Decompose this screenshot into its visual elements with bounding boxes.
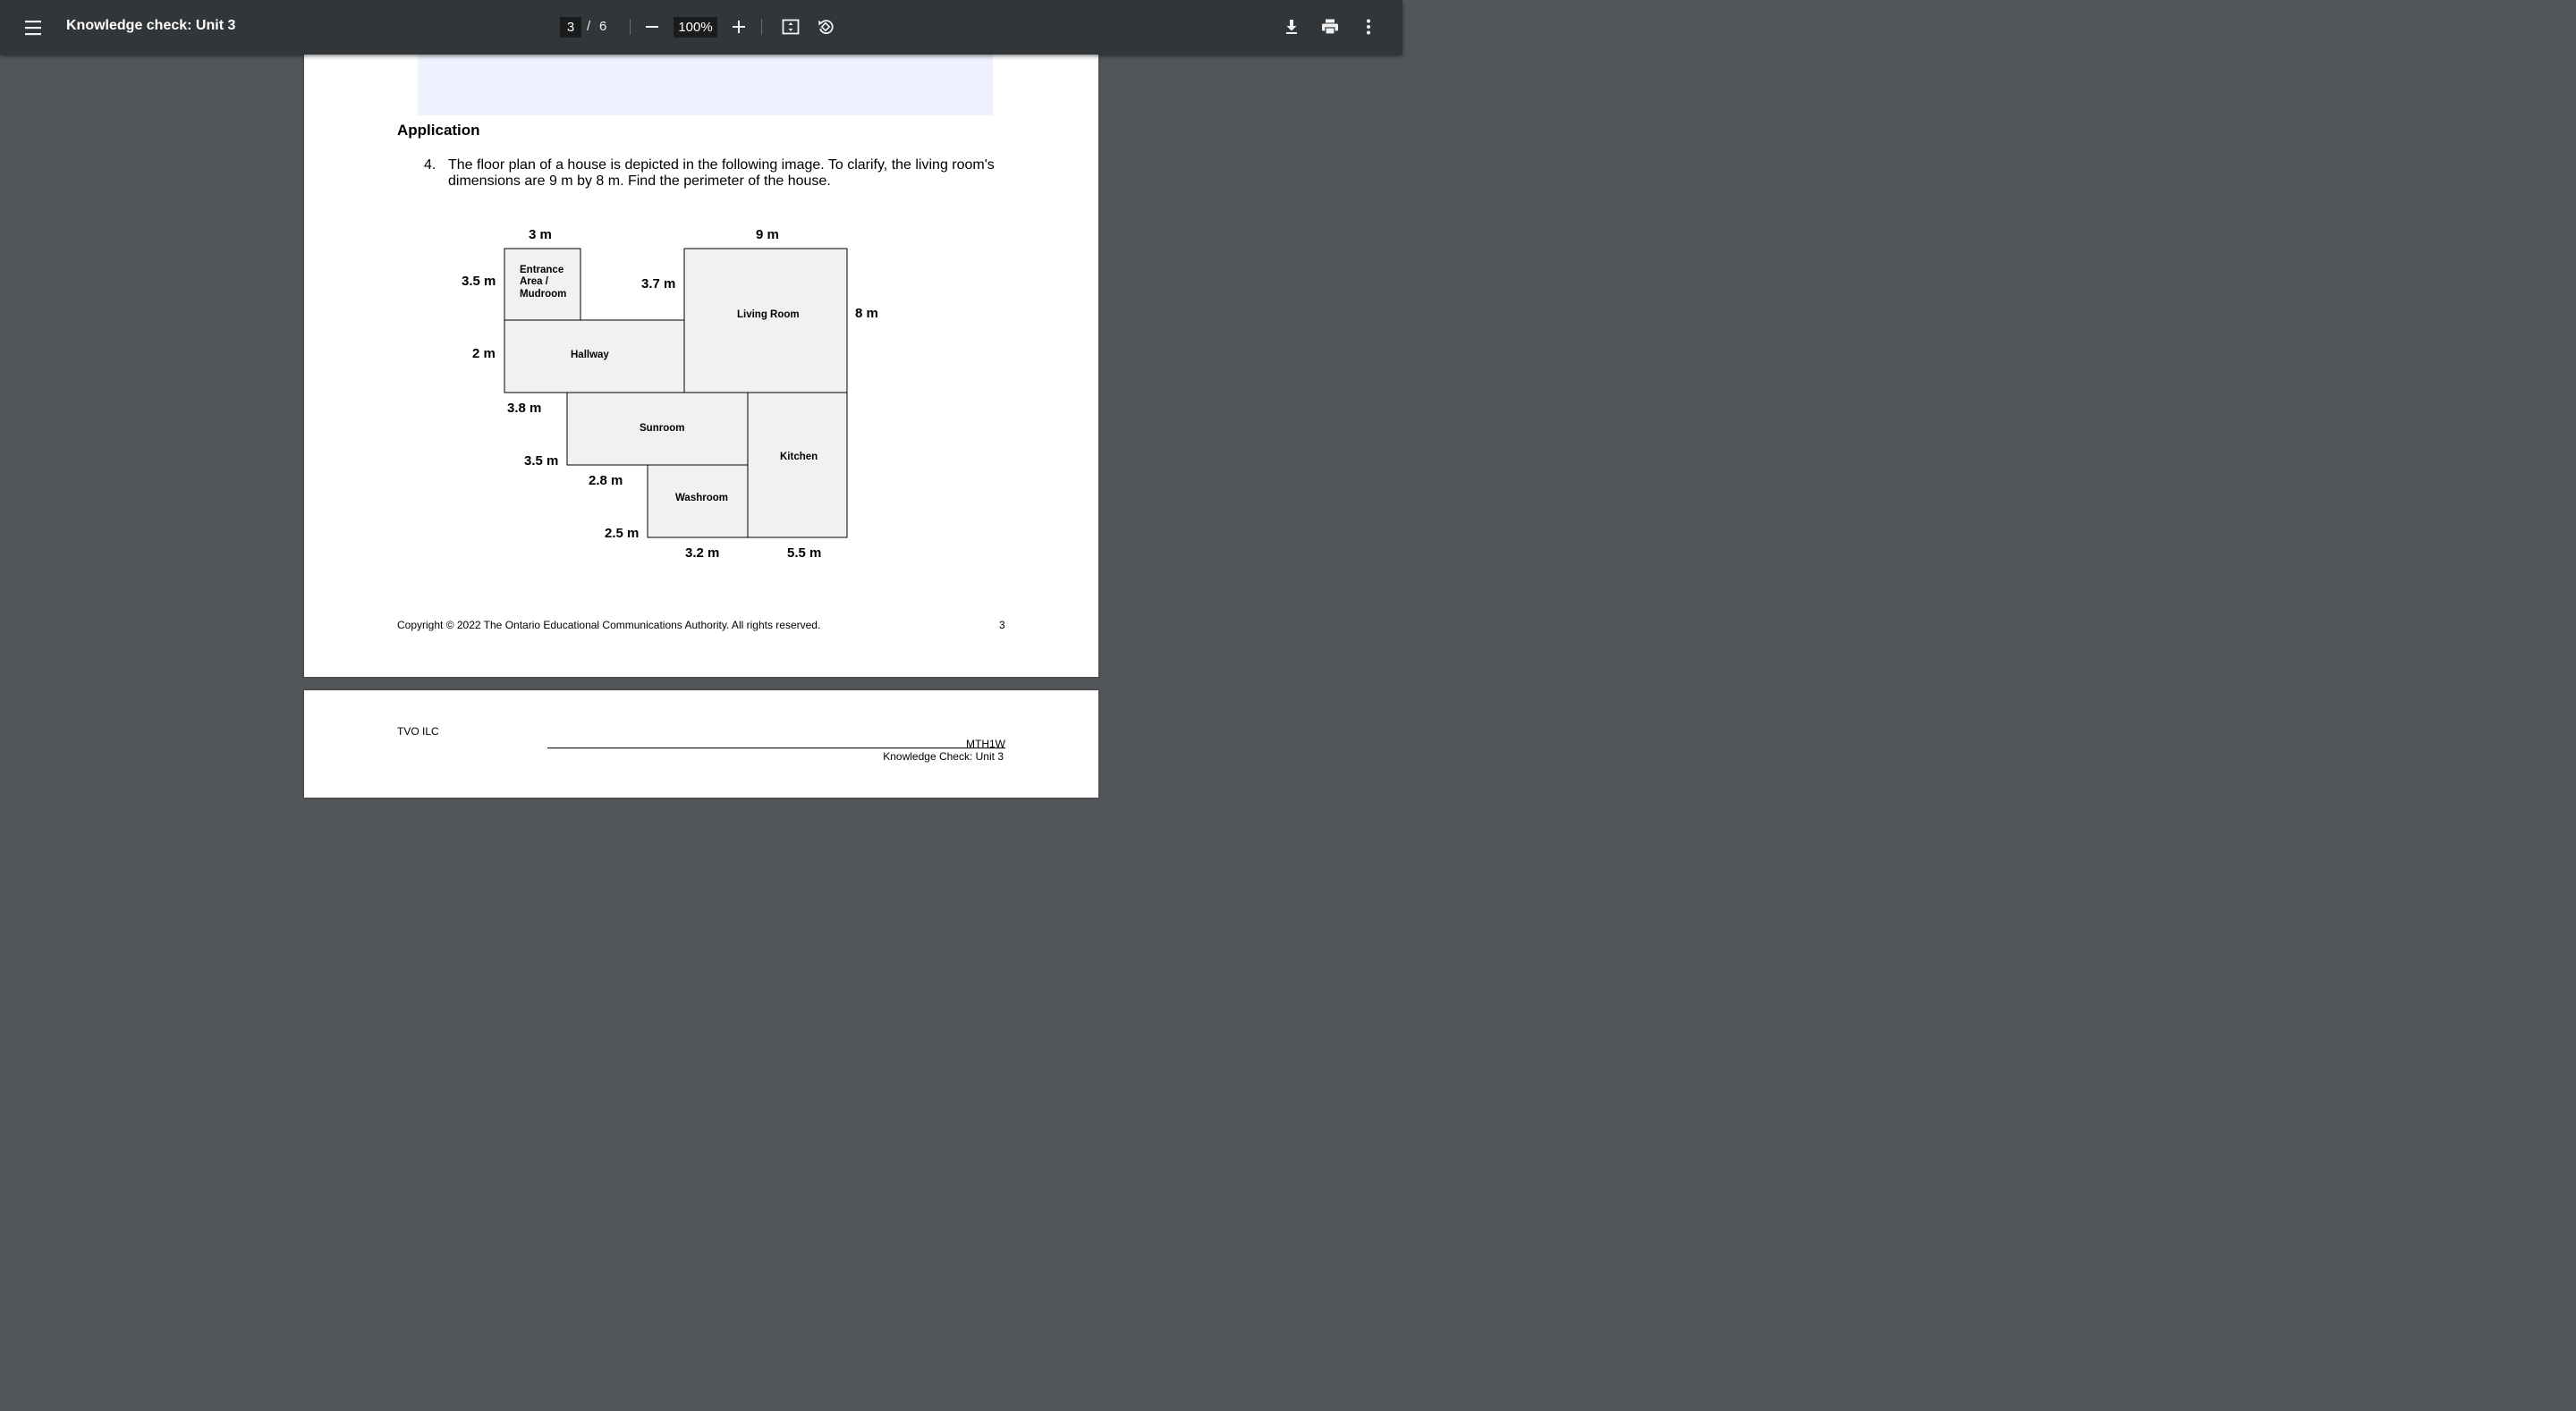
- document-title: Knowledge check: Unit 3: [66, 18, 236, 33]
- toolbar-divider: [630, 19, 631, 35]
- dimension-label: 2.8 m: [589, 473, 623, 488]
- dimension-label: 3.8 m: [507, 401, 542, 416]
- zoom-out-icon[interactable]: [638, 13, 666, 41]
- copyright-footer: Copyright © 2022 The Ontario Educational Communications Authority. All rights reserved.: [397, 619, 821, 631]
- page-header-left: TVO ILC: [397, 725, 439, 738]
- kitchen-room: [748, 393, 847, 537]
- dimension-label: 3.5 m: [462, 274, 496, 289]
- floor-plan-diagram: [304, 0, 1098, 608]
- dimension-label: 3.2 m: [685, 545, 720, 561]
- dimension-label: 5.5 m: [787, 545, 822, 561]
- room-label: Area /: [520, 276, 548, 287]
- room-label: Kitchen: [780, 452, 818, 462]
- page-number-input[interactable]: 3: [560, 17, 581, 38]
- dimension-label: 8 m: [855, 306, 878, 321]
- room-label: Hallway: [571, 350, 609, 360]
- page-header-subtitle: Knowledge Check: Unit 3: [883, 750, 1004, 763]
- page-number-footer: 3: [999, 619, 1005, 631]
- fit-to-page-icon[interactable]: [776, 13, 805, 41]
- dimension-label: 2 m: [472, 346, 496, 361]
- question-number: 4.: [424, 157, 436, 173]
- question-text: The floor plan of a house is depicted in the following image. To clarify, the living room's dimensions are 9 m by 8 m. Find the perimeter of the house.: [448, 157, 995, 189]
- pdf-toolbar: [0, 0, 1402, 55]
- room-label: Sunroom: [640, 423, 685, 434]
- rotate-icon[interactable]: [811, 13, 840, 41]
- living-room: [684, 249, 847, 393]
- dimension-label: 2.5 m: [605, 526, 640, 541]
- course-code: MTH1W: [966, 738, 1005, 750]
- section-heading: Application: [397, 122, 480, 139]
- pdf-page-4: [304, 690, 1098, 798]
- download-icon[interactable]: [1277, 13, 1306, 41]
- pdf-page-3: [304, 0, 1098, 677]
- dimension-label: 3.7 m: [641, 276, 676, 291]
- zoom-level-input[interactable]: 100%: [674, 17, 717, 38]
- dimension-label: 9 m: [756, 227, 779, 242]
- more-options-icon[interactable]: [1354, 13, 1383, 41]
- room-label: Washroom: [675, 493, 728, 503]
- toolbar-divider: [761, 19, 762, 35]
- print-icon[interactable]: [1316, 13, 1344, 41]
- page-separator: /: [587, 19, 591, 34]
- menu-icon[interactable]: [18, 14, 48, 41]
- room-label: Entrance: [520, 265, 564, 275]
- page-total: 6: [599, 19, 607, 34]
- room-label: Mudroom: [520, 289, 567, 300]
- dimension-label: 3 m: [529, 227, 552, 242]
- zoom-in-icon[interactable]: [724, 13, 753, 41]
- room-label: Living Room: [737, 309, 800, 320]
- dimension-label: 3.5 m: [524, 453, 559, 469]
